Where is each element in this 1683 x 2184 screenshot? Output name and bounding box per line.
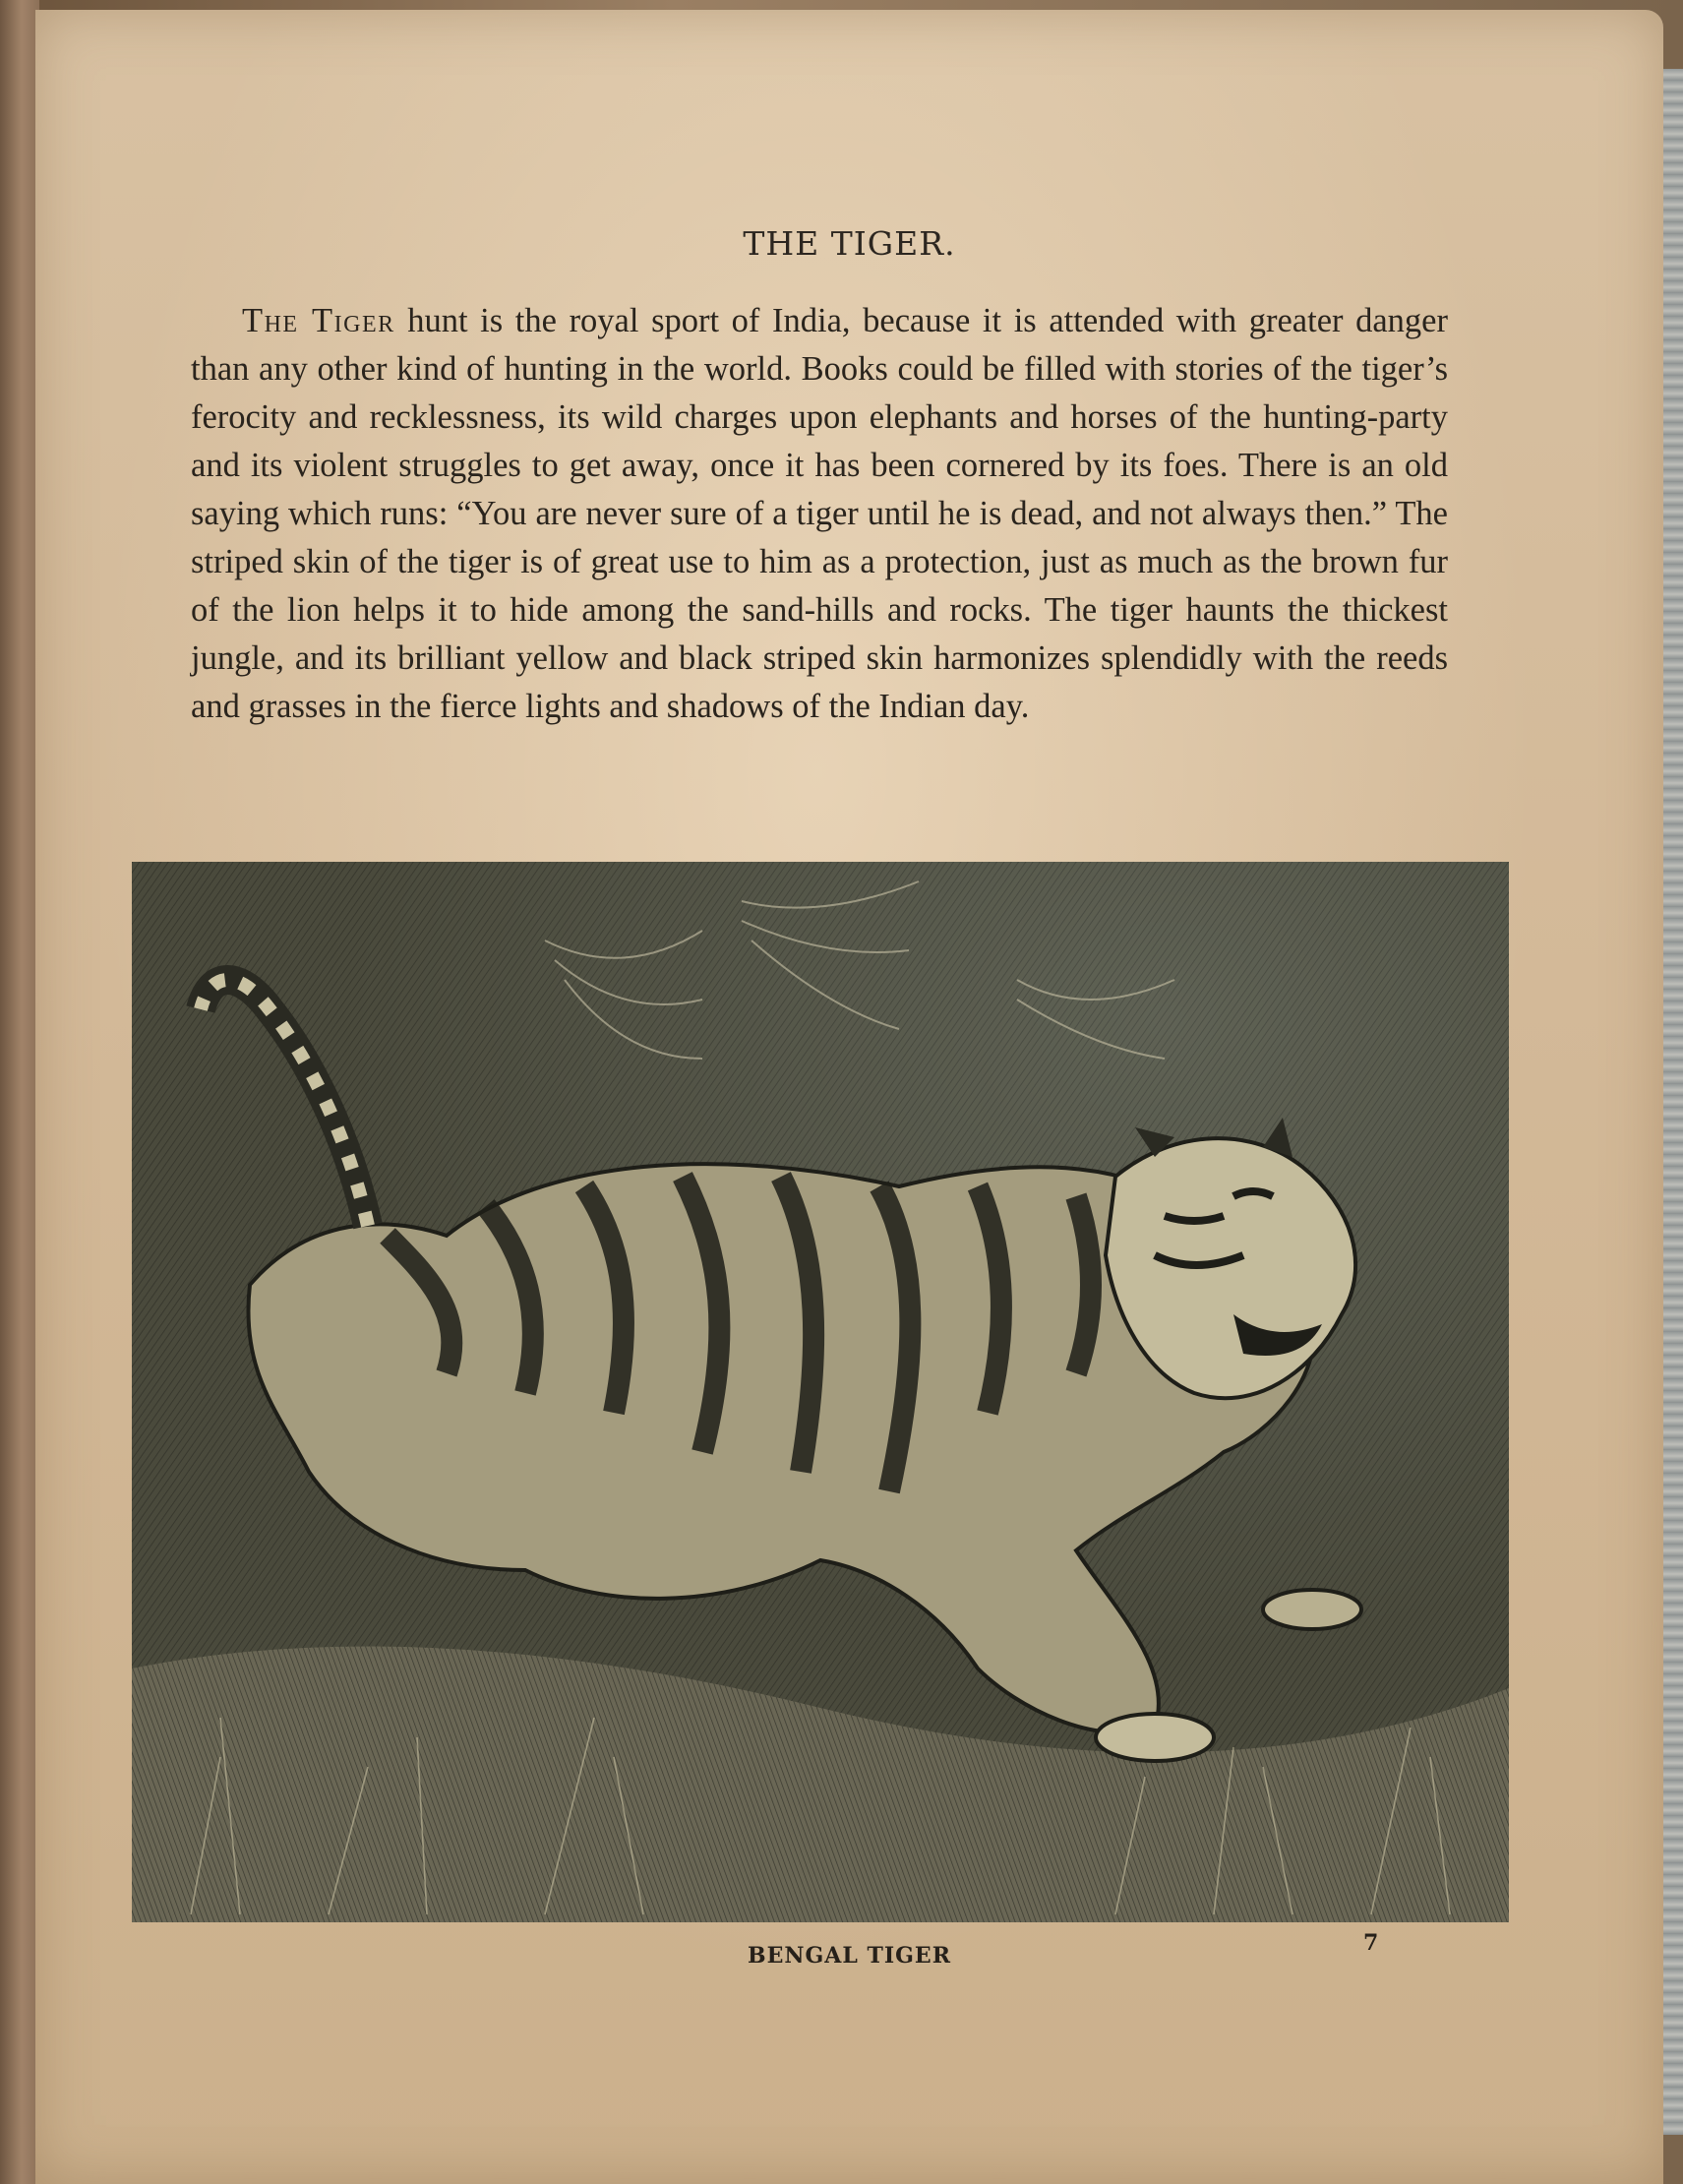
tiger-engraving-illustration [132, 862, 1509, 1922]
lead-in-small-caps: The Tiger [242, 302, 395, 339]
body-paragraph [191, 297, 1448, 731]
tiger-engraving-svg [132, 862, 1509, 1922]
illustration-caption: BENGAL TIGER [748, 1943, 951, 1969]
paragraph-text: hunt is the royal sport of India, because it is attended with greater danger than any other kind of hunting in the world. Books could be filled with stories of the tiger’s ferocity and recklessness, its wild charges upon elephants and horses of the hunting-party and its violent struggles to get away, once it has been cornered by its foes. There is an old saying which runs: “You are never sure of a tiger until he is dead, and not always then.” The striped skin of the tiger is of great use to him as a protection, just as much as the brown fur of the lion helps it to hide among the sand-hills and rocks. The tiger haunts the thickest jungle, and its brilliant yellow and black striped skin harmonizes splendidly with the reeds and grasses in the fierce lights and shadows of the Indian day. [191, 302, 1448, 725]
book-binding [0, 0, 39, 2184]
page-title: THE TIGER. [743, 224, 956, 263]
book-page [35, 10, 1663, 2184]
page-number: 7 [1363, 1930, 1379, 1956]
